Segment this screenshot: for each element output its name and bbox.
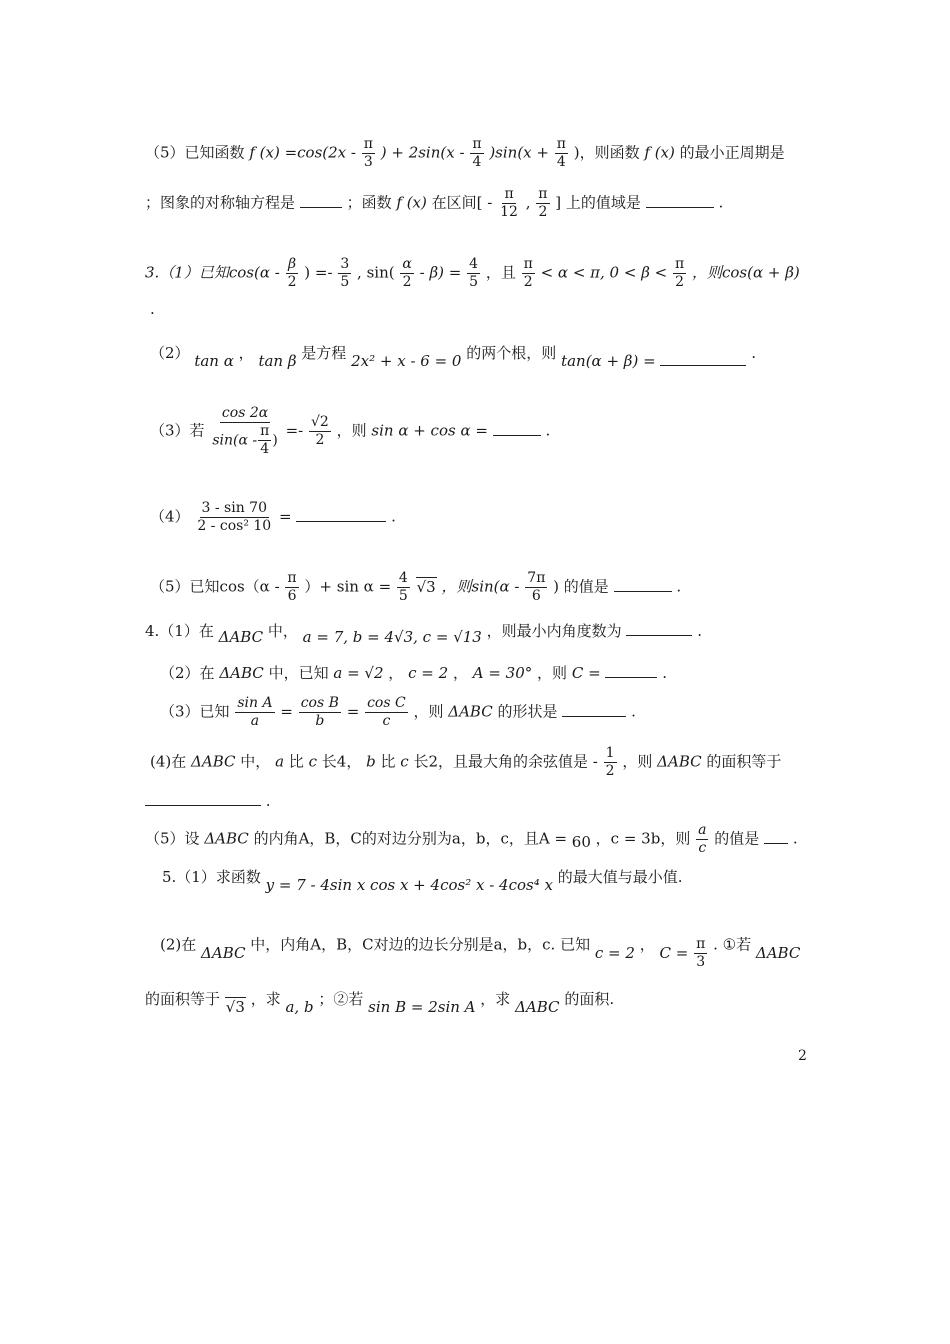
text: 比 (288, 752, 304, 771)
denominator: a (250, 713, 260, 729)
text: 的内角A，B，C的对边分别为a，b，c，且A = (253, 829, 568, 848)
fraction (285, 570, 298, 605)
math: c (308, 752, 317, 771)
math: = (346, 702, 360, 721)
denominator: c (698, 840, 707, 856)
answer-blank[interactable] (605, 663, 657, 678)
text: 的两个根，则 (466, 344, 557, 362)
math: b (366, 752, 376, 771)
numerator: α (402, 256, 412, 272)
fraction (694, 936, 707, 971)
numerator: cos C (367, 695, 406, 711)
text: 的形状是 (497, 702, 558, 721)
fraction (525, 570, 547, 605)
text: （2） (150, 344, 190, 362)
text: ，则 (537, 664, 568, 682)
problem-4-1 (145, 620, 702, 646)
denominator: 4 (472, 154, 482, 170)
text: ， (388, 664, 404, 682)
math: 3.（1）已知cos(α - (145, 263, 280, 282)
problem-4-3 (160, 695, 636, 730)
problem-3-3 (150, 405, 550, 458)
fraction (522, 256, 535, 291)
fraction (555, 136, 568, 171)
text: 长2，且最大角的余弦值是 - (413, 752, 598, 771)
math: y = 7 - 4sin x cos x + 4cos² x - 4cos⁴ x (265, 876, 553, 894)
fraction (309, 414, 331, 449)
text: ；图象的对称轴方程是 (145, 193, 296, 212)
problem-2-5-cont (145, 186, 723, 221)
denominator: 2 (402, 274, 412, 290)
text: . (150, 300, 155, 318)
math: 2x² + x - 6 = 0 (351, 352, 462, 370)
numerator: π (696, 936, 706, 952)
problem-5-2 (160, 928, 801, 970)
fraction (400, 256, 413, 291)
text: 中，内角A，B，C对边的边长分别是a，b，c. 已知 (250, 935, 591, 954)
math: ΔABC (755, 943, 801, 962)
text: （3）已知 (160, 702, 230, 721)
text: 的面积等于 (145, 990, 221, 1008)
denominator: c (382, 713, 391, 729)
text: ) 的值是 (553, 577, 609, 596)
denominator (210, 423, 279, 458)
fraction (362, 136, 375, 171)
text: （5）已知函数 (145, 143, 245, 162)
text: . (545, 421, 551, 440)
denominator: 2 (315, 432, 325, 448)
answer-blank[interactable] (660, 351, 746, 366)
denominator: b (315, 713, 325, 729)
text: 的面积等于 (706, 752, 782, 771)
math: a = 7, b = 4√3, c = √13 (302, 628, 482, 646)
text: ；函数 (346, 193, 392, 212)
math: =- (285, 421, 304, 440)
math: sin B = 2sin A (368, 998, 476, 1016)
denominator: 6 (287, 588, 297, 604)
fraction (210, 405, 279, 458)
den-close: ) (272, 432, 278, 449)
text: . (631, 702, 636, 721)
math: c (400, 752, 409, 771)
fraction (604, 745, 617, 780)
text: （2）在 (160, 664, 215, 682)
numerator: a (698, 822, 707, 838)
text: 中， (267, 622, 298, 640)
text: ，c = 3b，则 (595, 829, 691, 848)
text: 的面积. (564, 990, 615, 1008)
answer-blank[interactable] (646, 193, 714, 208)
math: ΔABC (191, 752, 236, 771)
text: （5）已知cos（α - (150, 577, 280, 596)
text: ，求 (480, 990, 511, 1008)
fraction (258, 423, 271, 458)
fraction (365, 695, 408, 730)
problem-4-4 (150, 745, 781, 780)
text: (2)在 (160, 935, 197, 954)
math: tan β (258, 352, 297, 370)
text: （3）若 (150, 421, 205, 440)
problem-3-5 (150, 570, 681, 605)
text: ， (452, 664, 468, 682)
text: )，则函数 (573, 143, 640, 162)
numerator: π (538, 186, 548, 202)
problem-4-4-cont (145, 790, 271, 812)
text: 在区间[ - (431, 193, 493, 212)
math: ，则sin(α - (441, 577, 520, 596)
problem-4-2 (160, 662, 667, 684)
denominator: 4 (556, 154, 566, 170)
numerator: cos 2α (221, 405, 269, 421)
denominator: 2 - cos² 10 (197, 518, 272, 534)
answer-blank[interactable] (145, 791, 261, 806)
text: ，则 (413, 702, 444, 721)
text: ， (238, 344, 254, 362)
fraction (673, 256, 686, 291)
denominator: 3 (696, 954, 706, 970)
text: . (662, 664, 668, 682)
text: 的值是 (714, 829, 760, 848)
fraction (286, 256, 299, 291)
denominator: 2 (675, 274, 685, 290)
numerator: π (472, 136, 482, 152)
text: (4)在 (150, 752, 187, 771)
math: )sin(x + (489, 143, 549, 162)
text: ，则最小内角度数为 (486, 622, 622, 640)
math: ΔABC (218, 628, 264, 646)
numerator: cos B (300, 695, 339, 711)
numerator: 4 (469, 256, 479, 272)
denominator: 5 (398, 588, 408, 604)
text: 比 (380, 752, 396, 771)
math: f (x) =cos(2x - (249, 143, 356, 162)
answer-blank[interactable] (614, 577, 672, 592)
fraction (397, 570, 410, 605)
math: f (x) (644, 143, 675, 162)
text: 的最大值与最小值. (557, 868, 683, 886)
denominator: 12 (500, 204, 518, 220)
text: ，且 (485, 263, 516, 282)
math: √3 (416, 577, 436, 596)
text: 中，已知 (268, 664, 329, 682)
numerator: π (556, 136, 566, 152)
text: . ①若 (713, 935, 752, 954)
math: c = 2 (594, 943, 635, 962)
math: c = 2 (408, 664, 449, 682)
math: C = (659, 943, 689, 962)
text: ）+ sin α = (304, 577, 392, 596)
denominator: 2 (523, 274, 533, 290)
math: sin α + cos α = (371, 421, 488, 440)
math: a = √2 (333, 664, 384, 682)
math: C = (571, 664, 601, 682)
numerator: 4 (398, 570, 408, 586)
numerator: β (288, 256, 297, 272)
text: ，则 (622, 752, 653, 771)
numerator: 1 (605, 745, 615, 761)
denominator: 6 (531, 588, 541, 604)
numerator: π (675, 256, 685, 272)
text: ；②若 (318, 990, 364, 1008)
math: ΔABC (448, 702, 493, 721)
answer-blank[interactable] (300, 193, 342, 208)
numerator: π (287, 570, 297, 586)
answer-blank[interactable] (764, 829, 788, 844)
problem-2-5 (145, 136, 785, 171)
math: √3 (225, 998, 245, 1016)
math: tan(α + β) = (561, 352, 656, 370)
math: = (280, 702, 293, 721)
denominator: 2 (287, 274, 297, 290)
text: . (676, 577, 682, 596)
fraction (195, 500, 273, 535)
numerator: 3 - sin 70 (201, 500, 267, 516)
numerator: sin A (237, 695, 273, 711)
problem-5-2-cont (145, 988, 615, 1016)
math: ΔABC (219, 664, 264, 682)
answer-blank[interactable] (493, 421, 541, 436)
fraction (235, 695, 274, 730)
math: ΔABC (204, 829, 249, 848)
numerator: π (363, 136, 373, 152)
text: . (265, 792, 271, 810)
text: （5）设 (145, 829, 200, 848)
answer-blank[interactable] (562, 702, 626, 717)
fraction (338, 256, 351, 291)
den-text: sin(α - (212, 432, 258, 449)
text: 中， (240, 752, 271, 771)
text: . (718, 193, 724, 212)
math: f (x) (396, 193, 427, 212)
text: ] 上的值域是 (555, 193, 641, 212)
math: - β) = (419, 263, 462, 282)
math: < α < π, 0 < β < (540, 263, 668, 282)
text: （4） (150, 507, 190, 526)
numerator: π (504, 186, 514, 202)
text: ，求 (250, 990, 281, 1008)
answer-blank[interactable] (626, 621, 692, 636)
denominator: 2 (538, 204, 548, 220)
text: , (525, 193, 531, 212)
numerator: √2 (310, 414, 329, 430)
problem-5-1 (162, 866, 683, 894)
text: 是方程 (301, 344, 347, 362)
numerator: π (523, 256, 533, 272)
math: ΔABC (201, 943, 246, 962)
text: . (792, 829, 798, 848)
text: . (751, 344, 756, 362)
fraction (536, 186, 549, 221)
math: , sin( (357, 263, 395, 282)
numerator: 7π (527, 570, 546, 586)
fraction (299, 695, 341, 730)
math: ) + 2sin(x - (380, 143, 465, 162)
fraction (470, 136, 483, 171)
math: ΔABC (657, 752, 702, 771)
fraction (498, 186, 520, 221)
text: ， (639, 935, 655, 954)
math: 60 (571, 832, 591, 851)
text: 4.（1）在 (145, 622, 214, 640)
math: ) =- (304, 263, 333, 282)
denominator: 5 (340, 274, 350, 290)
math: a, b (285, 998, 314, 1016)
problem-3-1-end (150, 298, 155, 320)
denominator: 2 (605, 763, 615, 779)
problem-3-2 (150, 342, 756, 370)
fraction (467, 256, 480, 291)
problem-3-1 (145, 256, 800, 291)
text: ，则 (336, 421, 367, 440)
text: . (391, 507, 396, 526)
problem-3-4 (150, 500, 396, 535)
numerator: 3 (340, 256, 350, 272)
denominator: 4 (260, 441, 270, 457)
math: ，则cos(α + β) (691, 263, 800, 282)
text: 的最小正周期是 (679, 143, 785, 162)
math: ΔABC (515, 998, 560, 1016)
math: = (278, 507, 292, 526)
page-number: 2 (798, 1048, 807, 1064)
text: . (697, 622, 702, 640)
denominator: 5 (469, 274, 479, 290)
math: tan α (194, 352, 234, 370)
denominator: 3 (363, 154, 373, 170)
text: 长4， (321, 752, 362, 771)
text: 5.（1）求函数 (162, 868, 261, 886)
numerator: π (260, 423, 270, 439)
problem-4-5 (145, 822, 798, 857)
answer-blank[interactable] (296, 507, 386, 522)
fraction (696, 822, 708, 857)
math: A = 30° (472, 664, 533, 682)
math: a (275, 752, 285, 771)
